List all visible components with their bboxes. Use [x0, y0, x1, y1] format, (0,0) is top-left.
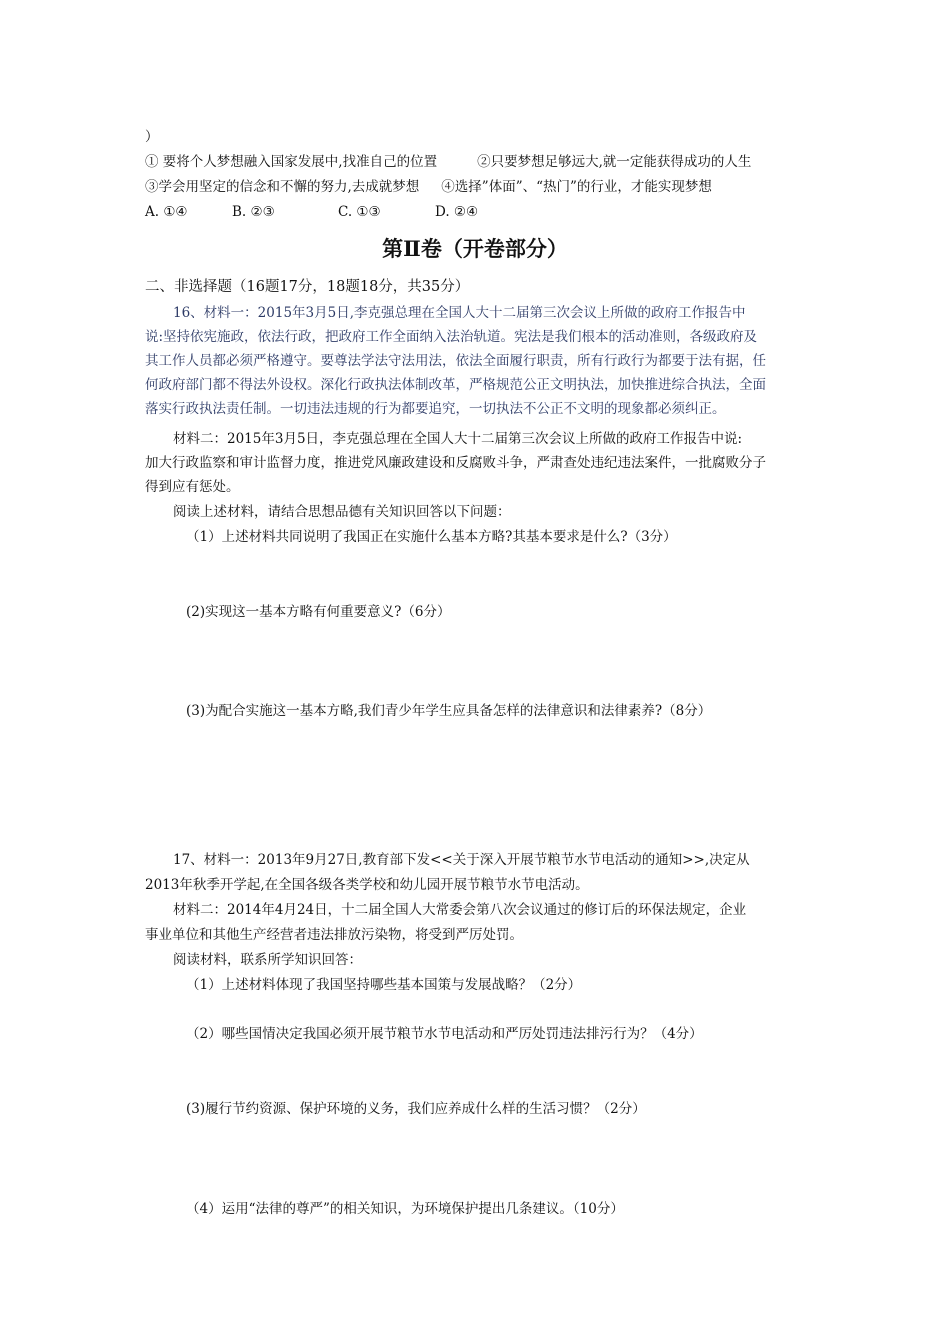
q16-subquestion-3: (3)为配合实施这一基本方略,我们青少年学生应具备怎样的法律意识和法律素养?（8分） — [186, 703, 712, 719]
q16-subquestion-1: （1）上述材料共同说明了我国正在实施什么基本方略?其基本要求是什么?（3分） — [186, 529, 677, 545]
q17-subquestion-4: （4）运用“法律的尊严”的相关知识，为环境保护提出几条建议。（10分） — [186, 1201, 624, 1217]
q15-statement-3: ③学会用坚定的信念和不懈的努力,去成就梦想 — [145, 179, 420, 195]
q15-statement-4: ④选择”体面”、“热门”的行业，才能实现梦想 — [441, 179, 712, 195]
q17-subquestion-2: （2）哪些国情决定我国必须开展节粮节水节电活动和严厉处罚违法排污行为？（4分） — [186, 1026, 703, 1042]
q16-material1-line: 何政府部门都不得法外设权。深化行政执法体制改革，严格规范公正文明执法，加快推进综合执法，全面 — [145, 377, 766, 393]
q15-closing-paren: ） — [145, 129, 159, 145]
q16-subquestion-2: (2)实现这一基本方略有何重要意义?（6分） — [186, 604, 451, 620]
q17-material2-line: 事业单位和其他生产经营者违法排放污染物，将受到严厉处罚。 — [145, 927, 523, 943]
q16-material1-line: 落实行政执法责任制。一切违法违规的行为都要追究，一切执法不公正不文明的现象都必须纠正。 — [145, 401, 726, 417]
q15-statement-row-2 — [145, 177, 712, 197]
q15-option-c: C. ①③ — [338, 204, 381, 220]
q16-material1-line: 16、材料一：2015年3月5日,李克强总理在全国人大十二届第三次会议上所做的政府工作报告中 — [173, 305, 746, 321]
q17-material1-line: 2013年秋季开学起,在全国各级各类学校和幼儿园开展节粮节水节电活动。 — [145, 877, 589, 893]
q15-statement-2: ②只要梦想足够远大,就一定能获得成功的人生 — [477, 154, 752, 170]
q17-material2-line: 材料二：2014年4月24日，十二届全国人大常委会第八次会议通过的修订后的环保法规定，企业 — [173, 902, 747, 918]
q16-material1-line: 说:坚持依宪施政，依法行政，把政府工作全面纳入法治轨道。宪法是我们根本的活动准则，各级政府及 — [145, 329, 758, 345]
q16-material2-line: 加大行政监察和审计监督力度，推进党风廉政建设和反腐败斗争，严肃查处违纪违法案件，一批腐败分子 — [145, 455, 766, 471]
q17-material1-line: 17、材料一：2013年9月27日,教育部下发<<关于深入开展节粮节水节电活动的通知>>,决定从 — [173, 852, 750, 868]
q15-statement-1: ① 要将个人梦想融入国家发展中,找准自己的位置 — [145, 154, 438, 170]
q16-material1-line: 其工作人员都必须严格遵守。要尊法学法守法用法，依法全面履行职责，所有行政行为都要于法有据，任 — [145, 353, 766, 369]
q15-statement-row-1 — [145, 152, 751, 172]
q15-option-d: D. ②④ — [435, 204, 479, 220]
q17-subquestion-3: (3)履行节约资源、保护环境的义务，我们应养成什么样的生活习惯？（2分） — [186, 1101, 646, 1117]
q16-prompt: 阅读上述材料，请结合思想品德有关知识回答以下问题： — [173, 504, 511, 520]
q16-material2-line: 得到应有惩处。 — [145, 479, 240, 495]
q16-material2-line: 材料二：2015年3月5日，李克强总理在全国人大十二届第三次会议上所做的政府工作报告中说: — [173, 431, 743, 447]
q15-option-b: B. ②③ — [232, 204, 275, 220]
q17-subquestion-1: （1）上述材料体现了我国坚持哪些基本国策与发展战略？（2分） — [186, 977, 582, 993]
section-title: 第Ⅱ卷（开卷部分） — [382, 236, 568, 261]
q15-options — [145, 202, 478, 222]
section-header: 二、非选择题（16题17分，18题18分，共35分） — [145, 279, 470, 295]
q17-prompt: 阅读材料，联系所学知识回答： — [173, 952, 362, 968]
q15-option-a: A. ①④ — [145, 204, 188, 220]
